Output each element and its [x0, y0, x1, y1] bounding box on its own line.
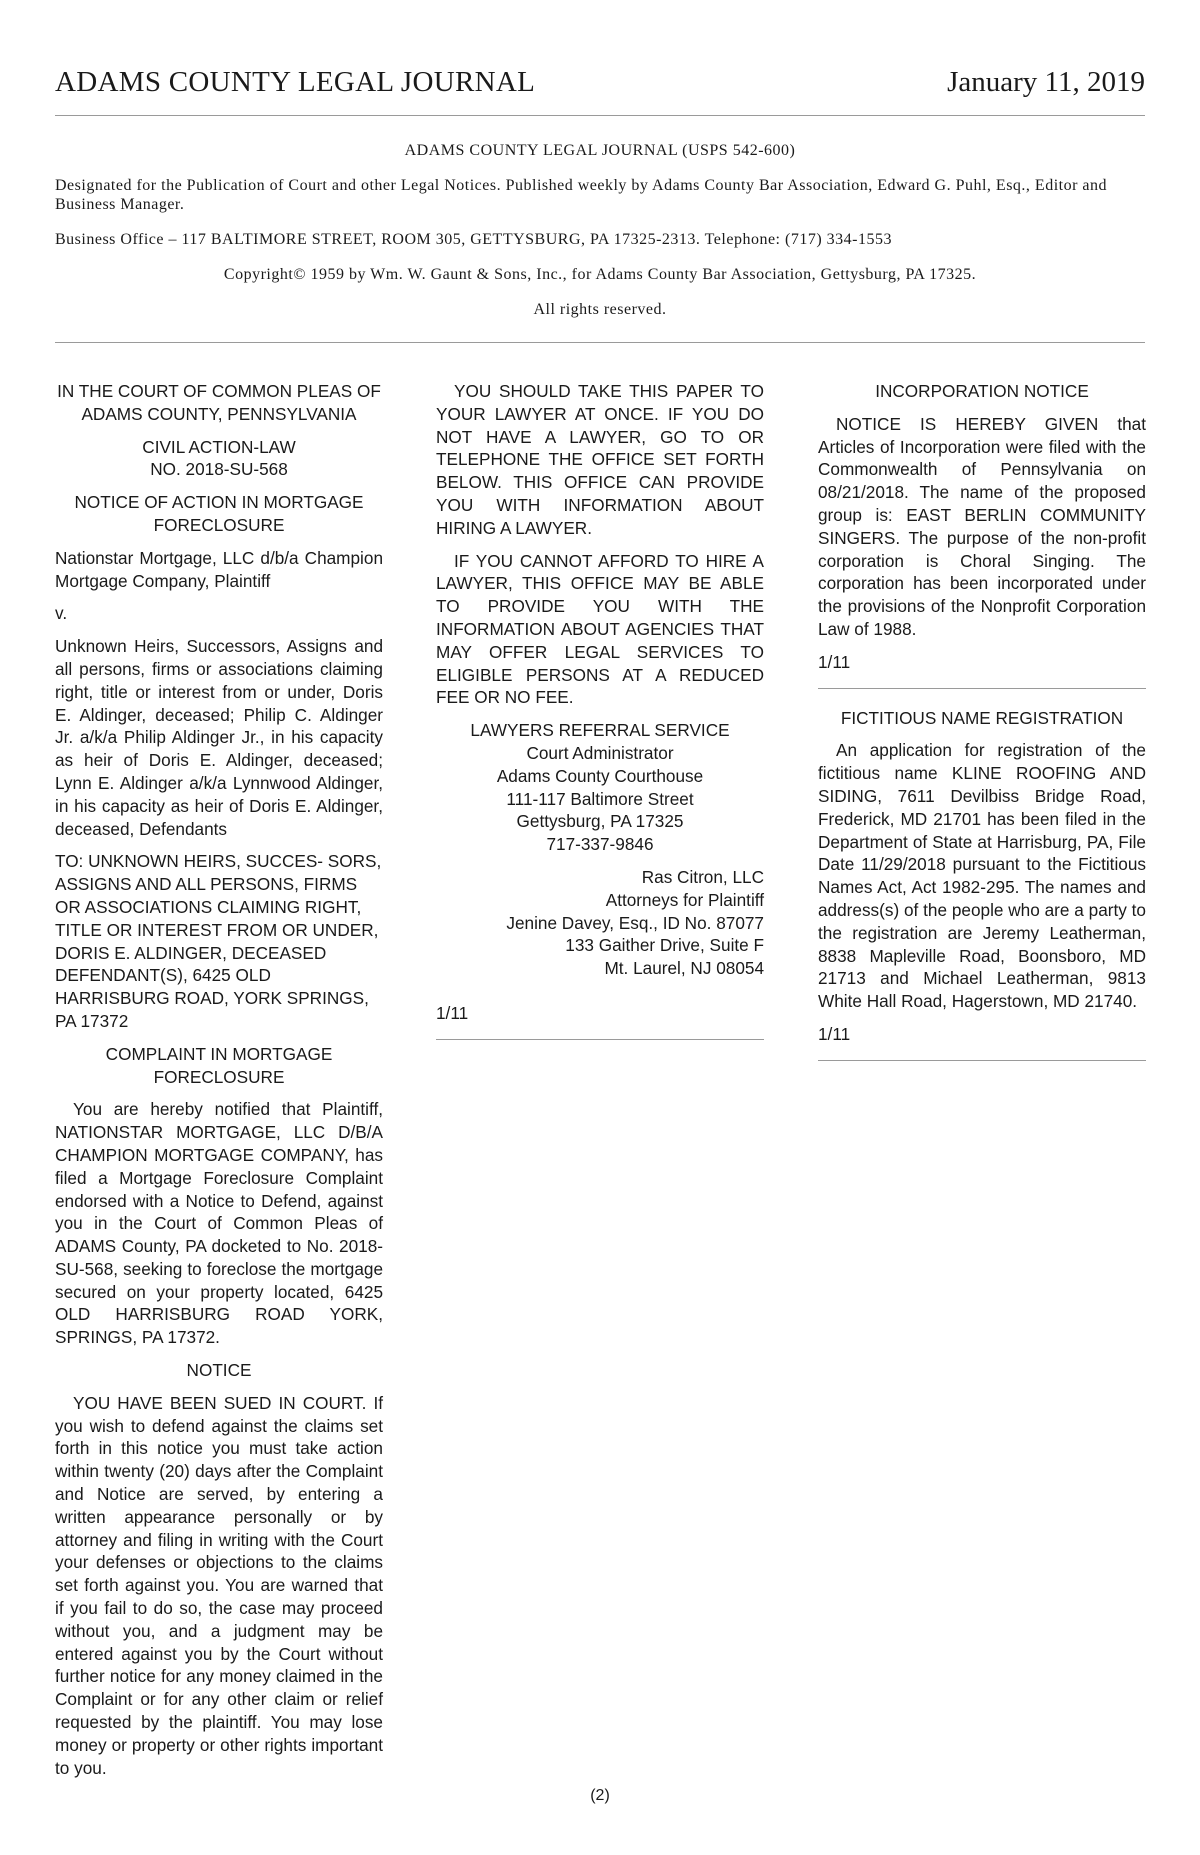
publication-date-code: 1/11 [436, 1002, 469, 1023]
referral-phone: 717-337-9846 [546, 834, 654, 855]
afford-paragraph: IF YOU CANNOT AFFORD TO HIRE A LAWYER, THIS OFFICE MAY BE ABLE TO PROVIDE YOU WITH THE INFORMATION ABOUT AGENCIES THAT MAY OFFER LEGAL SERVICES TO ELIGIBLE PERSONS AT A REDUCED FEE OR NO FEE. [436, 550, 764, 708]
masthead-rule [55, 342, 1145, 343]
page-number: (2) [590, 1787, 610, 1804]
column-middle [436, 380, 764, 1058]
fictitious-name-heading: FICTITIOUS NAME REGISTRATION [840, 707, 1124, 728]
docket-number: NO. 2018-SU-568 [150, 459, 288, 480]
referral-line: Court Administrator [526, 742, 674, 763]
notice-body: YOU HAVE BEEN SUED IN COURT. If you wish to defend against the claims set forth in this notice you must take action within twenty (20) days after the Complaint and Notice are served, by entering a written appearance personally or by attorney and filing in writing with the Court your defenses or objections to the claims set forth against you. You are warned that if you fail to do so, the case may proceed without you, and a judgment may be entered against you by the Court without further notice for any money claimed in the Complaint or for any other claim or relief requested by the plaintiff. You may lose money or property or other rights important to you. [55, 1392, 383, 1778]
attorney-block [436, 866, 764, 980]
complaint-heading: COMPLAINT IN MORTGAGE FORECLOSURE [105, 1043, 333, 1087]
court-caption: IN THE COURT OF COMMON PLEAS OF ADAMS COUNTY, PENNSYLVANIA [57, 381, 381, 424]
journal-name: ADAMS COUNTY LEGAL JOURNAL [55, 66, 536, 98]
versus: v. [55, 603, 68, 624]
plaintiff: Nationstar Mortgage, LLC d/b/a Champion Mortgage Company, Plaintiff [55, 547, 383, 591]
publication-date-code: 1/11 [818, 651, 851, 672]
header-rule [55, 115, 1145, 116]
publication-date-code: 1/11 [818, 1023, 851, 1044]
running-head [55, 66, 1145, 114]
masthead-title: ADAMS COUNTY LEGAL JOURNAL (USPS 542-600) [404, 142, 796, 159]
notice-divider [818, 1060, 1146, 1061]
attorney-city: Mt. Laurel, NJ 08054 [604, 958, 764, 979]
lawyer-paragraph: YOU SHOULD TAKE THIS PAPER TO YOUR LAWYER AT ONCE. IF YOU DO NOT HAVE A LAWYER, GO TO OR TELEPHONE THE OFFICE SET FORTH BELOW. THIS OFFICE CAN PROVIDE YOU WITH INFORMATION ABOUT HIRING A LAWYER. [436, 381, 764, 538]
referral-line: Gettysburg, PA 17325 [516, 811, 684, 832]
column-right [818, 380, 1146, 1079]
masthead [55, 141, 1145, 319]
incorporation-heading: INCORPORATION NOTICE [875, 381, 1089, 401]
attorney-name: Jenine Davey, Esq., ID No. 87077 [506, 912, 764, 933]
referral-line: Adams County Courthouse [496, 765, 704, 786]
referral-title: LAWYERS REFERRAL SERVICE [470, 720, 730, 741]
notice-title: NOTICE OF ACTION IN MORTGAGE FORECLOSURE [74, 492, 364, 535]
notice-heading: NOTICE [186, 1360, 252, 1381]
column-left [55, 380, 383, 1789]
notice-divider [436, 1039, 764, 1040]
masthead-rights: All rights reserved. [533, 301, 667, 318]
fictitious-name-body: An application for registration of the fictitious name KLINE ROOFING AND SIDING, 7611 Devilbiss Bridge Road, Frederick, MD 21701 has been filed in the Department of State at Harrisburg, PA, File Date 11/29/2018 pursuant to the Fictitious Names Act, Act 1982-295. The names and address(s) of the people who are a party to the registration are Jeremy Leatherman, 8838 Mapleville Road, Boonsboro, MD 21713 and Michael Leatherman, 9813 White Hall Road, Hagerstown, MD 21740. [818, 740, 1146, 1012]
action-type: CIVIL ACTION-LAW [142, 436, 296, 457]
attorney-role: Attorneys for Plaintiff [605, 889, 764, 910]
masthead-business-office: Business Office – 117 BALTIMORE STREET, ROOM 305, GETTYSBURG, PA 17325-2313. Telephone: (717) 334-1553 [55, 231, 892, 248]
issue-date: January 11, 2019 [947, 66, 1145, 98]
defendants: Unknown Heirs, Successors, Assigns and all persons, firms or associations claiming right, title or interest from or under, Doris E. Aldinger, deceased; Philip C. Aldinger Jr. a/k/a Philip Aldinger Jr., in his capacity as heir of Doris E. Aldinger, deceased; Lynn E. Aldinger a/k/a Lynnwood Aldinger, in his capacity as heir of Doris E. Aldinger, deceased, Defendants [55, 636, 383, 839]
referral-line: 111-117 Baltimore Street [506, 788, 694, 809]
complaint-body: You are hereby notified that Plaintiff, NATIONSTAR MORTGAGE, LLC D/B/A CHAMPION MORTGAGE COMPANY, has filed a Mortgage Foreclosure Complaint endorsed with a Notice to Defend, against you in the Court of Common Pleas of ADAMS County, PA docketed to No. 2018-SU-568, seeking to foreclose the mortgage secured on your property located, 6425 OLD HARRISBURG ROAD YORK, SPRINGS, PA 17372. [55, 1099, 383, 1348]
incorporation-body: NOTICE IS HEREBY GIVEN that Articles of Incorporation were filed with the Commonwealth of Pennsylvania on 08/21/2018. The name of the proposed group is: EAST BERLIN COMMUNITY SINGERS. The purpose of the non-profit corporation is Choral Singing. The corporation has been incorporated under the provisions of the Nonprofit Corporation Law of 1988. [818, 413, 1146, 639]
referral-service [436, 719, 764, 856]
notice-divider [818, 688, 1146, 689]
masthead-designation: Designated for the Publication of Court and other Legal Notices. Published weekly by Adams County Bar Association, Edward G. Puhl, Esq., Editor and Business Manager. [55, 177, 1108, 213]
addressees: TO: UNKNOWN HEIRS, SUCCES- SORS, ASSIGNS AND ALL PERSONS, FIRMS OR ASSOCIATIONS CLAIMING RIGHT, TITLE OR INTEREST FROM OR UNDER, DORIS E. ALDINGER, DECEASED DEFENDANT(S), 6425 OLD HARRISBURG ROAD, YORK SPRINGS, PA 17372 [55, 851, 382, 1031]
masthead-copyright: Copyright© 1959 by Wm. W. Gaunt & Sons, Inc., for Adams County Bar Association, Gettysburg, PA 17325. [223, 266, 977, 283]
attorney-street: 133 Gaither Drive, Suite F [565, 935, 764, 956]
attorney-firm: Ras Citron, LLC [641, 866, 764, 887]
